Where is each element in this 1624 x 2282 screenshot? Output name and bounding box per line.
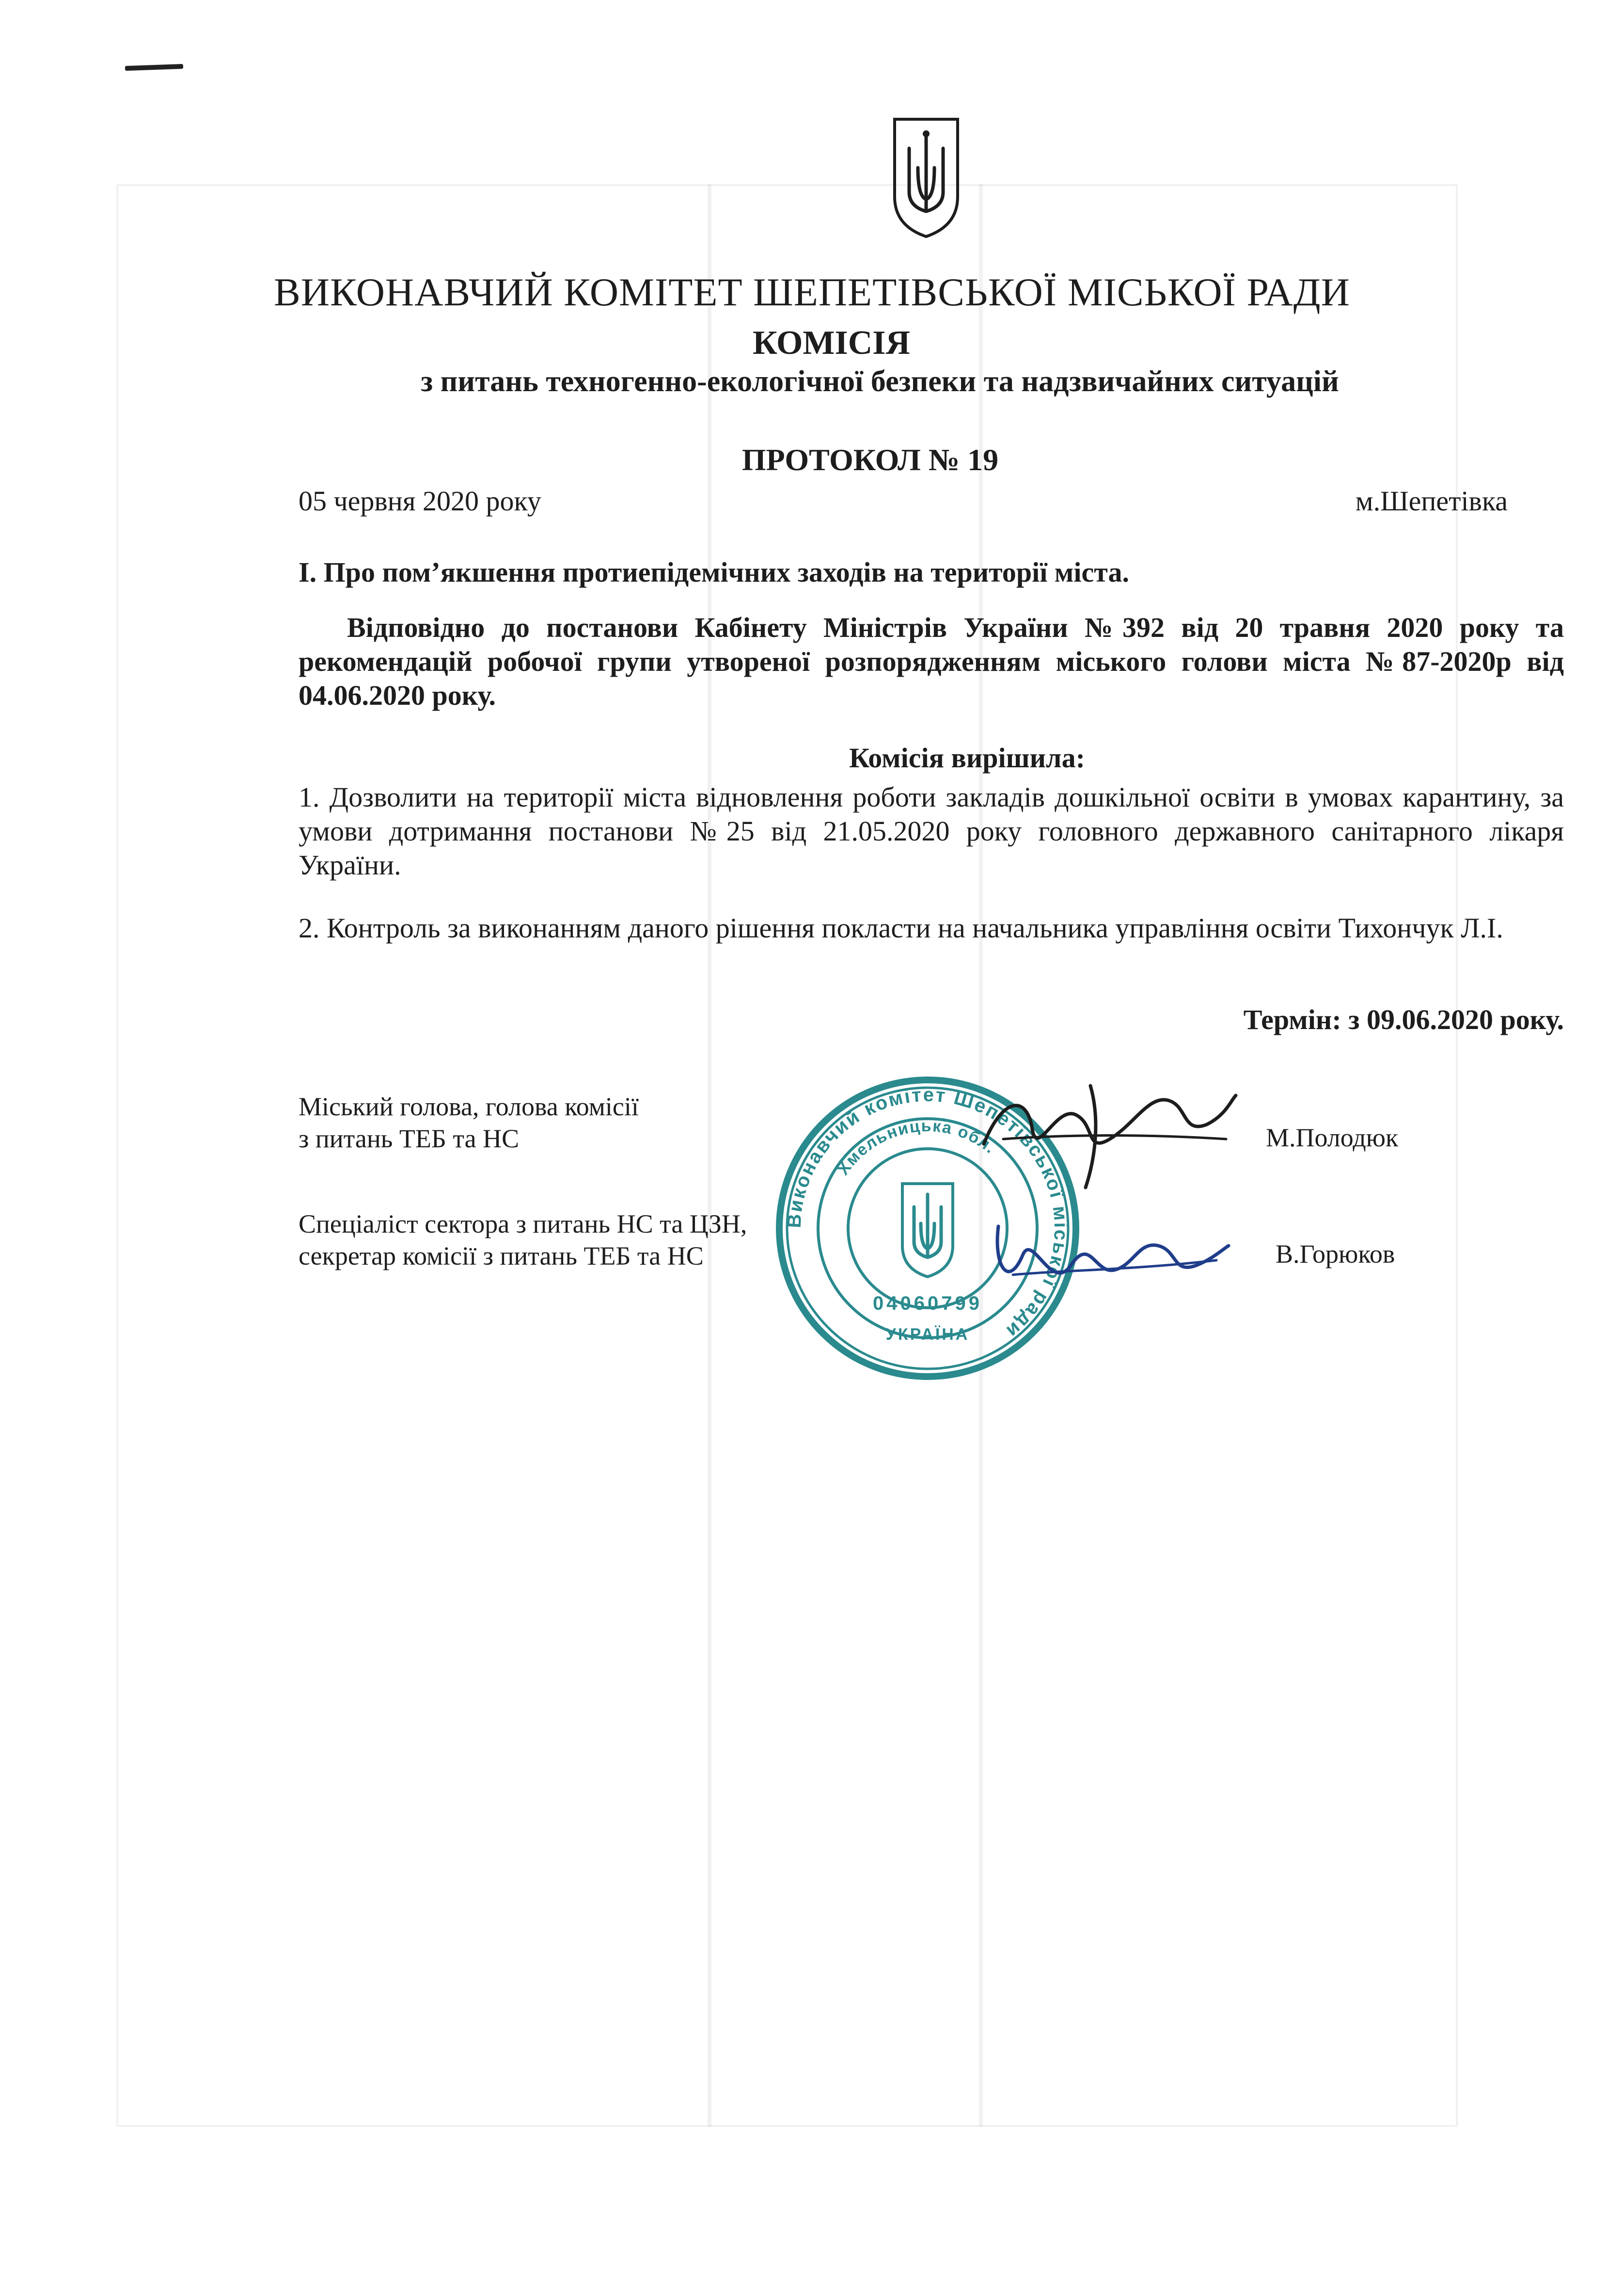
secretary-signatory-name: В.Горюков: [1276, 1239, 1395, 1268]
stamp-trident-icon: [902, 1184, 953, 1277]
stamp-outer-text: Виконавчий комітет Шепетівської міської ради: [783, 1084, 1072, 1343]
head-title-line-2: з питань ТЕБ та НС: [299, 1124, 520, 1153]
decision-point-2: 2. Контроль за виконанням даного рішення покласти на начальника управління освіти Тихончук Л.І.: [299, 912, 1503, 944]
stamp-code: 04060799: [873, 1293, 982, 1314]
secretary-signature: [979, 1197, 1231, 1304]
secretary-title-line-1: Спеціаліст сектора з питань НС та ЦЗН,: [299, 1209, 747, 1238]
decision-point-1: 1. Дозволити на території міста відновлення роботи закладів дошкільної освіти в умовах карантину, за умови дотримання постанови №25 від 21.05.2020 року головного державного санітарного лікаря України.: [299, 781, 1564, 881]
date-place-line: [299, 485, 1508, 517]
secretary-signatory-title: [299, 1208, 747, 1272]
scan-edge-mark: [125, 64, 183, 71]
agenda-item-title: І. Про пом’якшення протиепідемічних заходів на території міста.: [299, 556, 1129, 588]
secretary-title-line-2: секретар комісії з питань ТЕБ та НС: [299, 1241, 704, 1270]
head-title-line-1: Міський голова, голова комісії: [299, 1092, 639, 1121]
commission-heading: КОМІСІЯ: [752, 324, 911, 362]
head-signatory-name: М.Полодюк: [1266, 1123, 1399, 1152]
head-signature: [974, 1066, 1246, 1192]
agenda-preamble: Відповідно до постанови Кабінету Міністрів України №392 від 20 травня 2020 року та рекомендацій робочої групи утвореної розпорядженням міського голови міста №87-2020р від 04.06.2020 року.: [299, 612, 1564, 711]
stamp-bottom-text: УКРАЇНА: [885, 1325, 970, 1344]
protocol-place: м.Шепетівка: [1355, 485, 1508, 517]
protocol-number: ПРОТОКОЛ № 19: [741, 443, 999, 477]
committee-heading: ВИКОНАВЧИЙ КОМІТЕТ ШЕПЕТІВСЬКОЇ МІСЬКОЇ РАДИ: [274, 270, 1350, 314]
state-emblem-icon: [890, 114, 962, 240]
stamp-inner-text: Хмельницька обл.: [834, 1116, 1000, 1179]
protocol-date: 05 червня 2020 року: [299, 485, 541, 517]
commission-topic: з питань техногенно-екологічної безпеки та надзвичайних ситуацій: [421, 365, 1339, 398]
decision-term: Термін: з 09.06.2020 року.: [1243, 1004, 1564, 1035]
head-signatory-title: [299, 1091, 639, 1155]
decision-heading: Комісія вирішила:: [849, 742, 1085, 774]
